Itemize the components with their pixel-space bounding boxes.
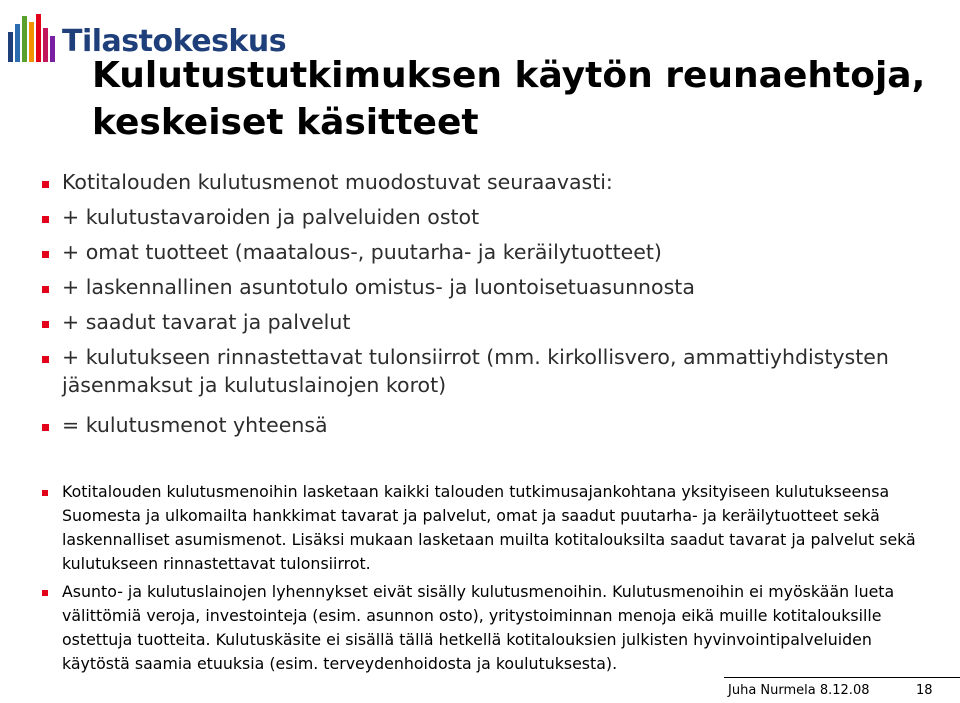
main-bullet-item <box>40 203 940 231</box>
main-bullet-list <box>40 168 940 439</box>
page-number: 18 <box>916 683 933 698</box>
detail-bullet-item <box>40 580 935 676</box>
footer-author-date: Juha Nurmela 8.12.08 <box>728 683 870 698</box>
detail-bullet-item <box>40 480 935 576</box>
main-bullet-text: = kulutusmenot yhteensä <box>62 413 328 437</box>
main-bullet-text: + omat tuotteet (maatalous-, puutarha- ja keräilytuotteet) <box>62 240 662 264</box>
main-bullet-item <box>40 238 940 266</box>
bullet-square-icon <box>42 321 49 328</box>
slide-title <box>92 52 942 146</box>
bullet-square-icon <box>42 216 49 223</box>
bullet-square-icon <box>42 356 49 363</box>
slide-title-line-2: keskeiset käsitteet <box>92 102 479 143</box>
logo-bars-icon <box>6 10 58 68</box>
bullet-square-icon <box>42 424 49 431</box>
detail-bullet-list <box>40 480 935 676</box>
detail-bullet-text: Kotitalouden kulutusmenoihin lasketaan kaikki talouden tutkimusajankohtana yksityiseen kulutukseensa Suomesta ja ulkomailta hankkimat tavarat ja palvelut, omat ja saadut puutarha- ja keräilytuotteet sekä laskennalliset asumismenot. Lisäksi mukaan lasketaan muilta kotitalouksilta saadut tavarat ja palvelut sekä kulutukseen rinnastettavat tulonsiirrot. <box>62 482 916 573</box>
main-bullet-text: + saadut tavarat ja palvelut <box>62 310 351 334</box>
footer-divider <box>724 677 960 678</box>
main-bullet-item <box>40 308 940 336</box>
logo-text: Tilastokeskus <box>62 23 287 59</box>
bullet-square-icon <box>42 251 49 258</box>
main-bullet-text: + kulutukseen rinnastettavat tulonsiirrot (mm. kirkollisvero, ammattiyhdistysten jäsenmaksut ja kulutuslainojen korot) <box>62 345 889 397</box>
main-bullet-text: + kulutustavaroiden ja palveluiden ostot <box>62 205 480 229</box>
main-bullet-text: + laskennallinen asuntotulo omistus- ja luontoisetuasunnosta <box>62 275 695 299</box>
bullet-square-icon <box>42 590 48 596</box>
bullet-square-icon <box>42 286 49 293</box>
detail-bullet-text: Asunto- ja kulutuslainojen lyhennykset eivät sisälly kulutusmenoihin. Kulutusmenoihin ei myöskään lueta välittömiä veroja, investointeja (esim. asunnon osto), yritystoiminnan menoja eikä muille kotitalouksille ostettuja tuotteita. Kulutuskäsite ei sisällä tällä hetkellä kotitalouksien julkisten hyvinvointipalveluiden käytöstä saamia etuuksia (esim. terveydenhoidosta ja koulutuksesta). <box>62 582 895 673</box>
bullet-square-icon <box>42 181 49 188</box>
main-bullet-item <box>40 273 940 301</box>
main-bullet-text: Kotitalouden kulutusmenot muodostuvat seuraavasti: <box>62 170 613 194</box>
main-bullet-item <box>40 343 940 399</box>
slide-title-line-1: Kulutustutkimuksen käytön reunaehtoja, <box>92 55 926 96</box>
bullet-square-icon <box>42 490 48 496</box>
main-bullet-item <box>40 411 940 439</box>
main-bullet-item <box>40 168 940 196</box>
